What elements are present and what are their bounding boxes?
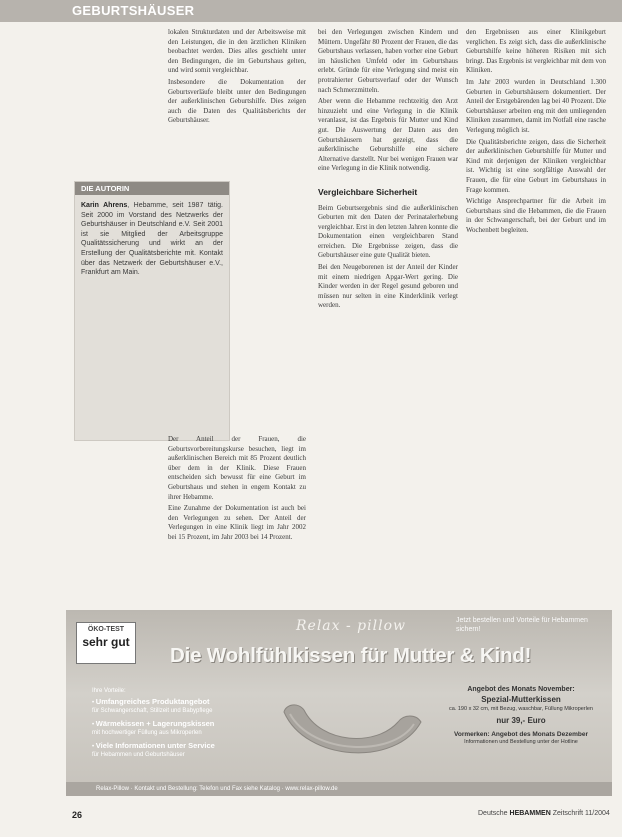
- paragraph: bei den Verlegungen zwischen Kindern und Müttern. Ungefähr 80 Prozent der Frauen, die das Geburtshaus verlassen, haben vorher eine Geburt im häuslichen Umfeld oder im Geburtshaus erlebt. Gründe für eine Verlegung sind meist ein protrahierter Geburtsverlauf oder der Wunsch nach Schmerzmitteln.: [318, 28, 458, 94]
- offer-next: Vormerken: Angebot des Monats Dezember: [454, 731, 588, 738]
- paragraph: den Ergebnissen aus einer Klinikgeburt verglichen. Es zeigt sich, dass die außerklinische Geburtshilfe keine höheren Risiken mit sich bringt. Das Ergebnis ist vergleichbar mit dem von Kliniken.: [466, 28, 606, 75]
- test-seal-badge: [76, 622, 136, 664]
- journal-name: [478, 810, 610, 817]
- list-item-sub: mit hochwertiger Füllung aus Mikroperlen: [92, 729, 202, 736]
- badge-line-2: sehr gut: [82, 635, 130, 649]
- paragraph: Die Qualitätsberichte zeigen, dass die Sicherheit der außerklinischen Geburtshilfe für Mutter und Kind mit derjenigen der Kliniken vergleichbar ist. Wichtig ist eine sorgfältige Auswahl der Frauen, die für eine Geburt im Geburtshaus in Frage kommen.: [466, 137, 606, 194]
- advertisement: [66, 610, 612, 796]
- pillow-illustration: [276, 692, 426, 772]
- author-name: Karin Ahrens: [81, 202, 128, 209]
- paragraph: lokalen Strukturdaten und der Arbeitsweise mit den Leistungen, die in den ärztlichen Kliniken beobachtet werden. Dies alles geschieht unter den Bedingungen, die im Geburtshaus gelten, und wird somit vergleichbar.: [168, 28, 306, 75]
- author-bio: Hebamme, seit 1987 tätig. Seit 2000 im Vorstand des Netzwerks der Geburtshäuser in Deutschland e.V. Seit 2001 ist sie Mitglied der Arbeitsgruppe Qualitätssicherung und wirkt an der Erstellung der Qualitätsberichte mit. Kontakt über das Netzwerk der Geburtshäuser e.V., Frankfurt am Main.: [81, 202, 223, 277]
- paragraph: Beim Geburtsergebnis sind die außerklinischen Geburten mit den Daten der Perinatalerhebung vergleichbar. Erst in den letzten Jahren konnte die Dokumentation einen vergleichbaren Stand erreichen. Die Ergebnisse zeigen, dass die Geburtshäuser eine gute Qualität bieten.: [318, 203, 458, 260]
- list-item-title: Umfangreiches Produktangebot: [95, 697, 210, 706]
- list-item-sub: für Schwangerschaft, Stillzeit und Babypflege: [92, 707, 213, 714]
- list-item-title: Wärmekissen + Lagerungskissen: [95, 719, 215, 728]
- section-header-bar: [0, 0, 622, 22]
- list-item-title: Viele Informationen unter Service: [95, 741, 215, 750]
- journal-title: HEBAMMEN: [509, 810, 551, 817]
- offer-price: nur 39,- Euro: [496, 716, 546, 725]
- offer-title: Angebot des Monats November:: [467, 686, 575, 693]
- offer-details: ca. 190 x 32 cm, mit Bezug, waschbar, Füllung Mikroperlen: [449, 706, 593, 712]
- journal-prefix: Deutsche: [478, 810, 508, 817]
- paragraph: Im Jahr 2003 wurden in Deutschland 1.300 Geburten in Geburtshäusern dokumentiert. Der Anteil der Erstgebärenden lag bei 40 Prozent. Die Geburtshäuser arbeiten eng mit den umliegenden Kliniken zusammen, damit im Notfall eine rasche Verlegung möglich ist.: [466, 77, 606, 134]
- ad-offer-box: [436, 686, 606, 746]
- article-column-3: [466, 28, 606, 237]
- ad-headline: Die Wohlfühlkissen für Mutter & Kind!: [170, 644, 532, 667]
- page-number: 26: [72, 810, 83, 820]
- list-item: • Umfangreiches Produktangebot für Schwangerschaft, Stillzeit und Babypflege: [92, 697, 213, 714]
- paragraph: Bei den Neugeborenen ist der Anteil der Kinder mit einem niedrigen Apgar-Wert gering. Die Kinder werden in der Regel gesund geboren und müssen nur selten in eine Kinderklinik verlegt werden.: [318, 263, 458, 310]
- article-column-1-bottom: [168, 435, 306, 545]
- paragraph: Insbesondere die Dokumentation der Geburtsverläufe bleibt unter den Bedingungen der außerklinischen Geburtshilfe. Dies zeigen auch die Daten des Qualitätsberichts der Geburtshäuser.: [168, 77, 306, 125]
- list-item-sub: für Hebammen und Geburtshäuser: [92, 751, 185, 758]
- section-title: GEBURTSHÄUSER: [72, 3, 195, 18]
- ad-brand-logo: Relax - pillow: [296, 618, 406, 634]
- paragraph: Der Anteil der Frauen, die Geburtsvorbereitungskurse besuchen, liegt im außerklinischen Bereich mit 85 Prozent deutlich über dem in der Klinik. Diese Frauen entscheiden sich bewusst für eine Geburt im Geburtshaus und stehen in engem Kontakt zu ihrer Hebamme.: [168, 435, 306, 501]
- ad-benefit-list: [92, 688, 292, 764]
- list-item: • Viele Informationen unter Service für Hebammen und Geburtshäuser: [92, 741, 215, 758]
- offer-product: Spezial-Mutterkissen: [481, 695, 561, 704]
- offer-info: Informationen und Bestellung unter der Hotline: [464, 739, 578, 745]
- article-subheading: Vergleichbare Sicherheit: [318, 186, 418, 197]
- list-item: • Wärmekissen + Lagerungskissen mit hochwertiger Füllung aus Mikroperlen: [92, 719, 215, 736]
- author-sidebar: [74, 181, 230, 441]
- badge-line-1: ÖKO-TEST: [87, 626, 125, 633]
- ad-contact-strip: Relax-Pillow · Kontakt und Bestellung: Telefon und Fax siehe Katalog · www.relax-pillow.de: [66, 782, 612, 796]
- sidebar-body: Karin Ahrens, Hebamme, seit 1987 tätig. Seit 2000 im Vorstand des Netzwerks der Geburtshäuser in Deutschland e.V. Seit 2001 ist sie Mitglied der Arbeitsgruppe Qualitätssicherung und wirkt an der Erstellung der Qualitätsberichte mit. Kontakt über das Netzwerk der Geburtshäuser e.V., Frankfurt am Main.: [81, 202, 223, 277]
- article-column-2: [318, 28, 458, 313]
- sidebar-title: DIE AUTORIN: [75, 182, 229, 195]
- paragraph: Wichtige Ansprechpartner für die Arbeit im Geburtshaus sind die Hebammen, die die Frauen in der Schwangerschaft, bei der Geburt und im Wochenbett begleiten.: [466, 197, 606, 234]
- article-column-1: [168, 28, 306, 128]
- journal-suffix: Zeitschrift 11/2004: [552, 810, 610, 817]
- paragraph: Eine Zunahme der Dokumentation ist auch bei den Verlegungen zu sehen. Der Anteil der Verlegungen in eine Klinik liegt im Jahr 2002 bei 15 Prozent, im Jahr 2003 bei 14 Prozent.: [168, 504, 306, 541]
- paragraph: Aber wenn die Hebamme rechtzeitig den Arzt hinzuzieht und eine Verlegung in die Klinik veranlasst, ist das Ergebnis für Mutter und Kind gut. Die Auswertung der Daten aus den Geburtshäusern hat gezeigt, dass die außerklinische Geburtshilfe eine sichere Alternative darstellt. Nur bei wenigen Frauen war eine Verlegung in die Klinik notwendig.: [318, 97, 458, 173]
- ad-tagline: Jetzt bestellen und Vorteile für Hebammen sichern!: [456, 617, 588, 633]
- ad-list-heading: Ihre Vorteile:: [92, 688, 126, 694]
